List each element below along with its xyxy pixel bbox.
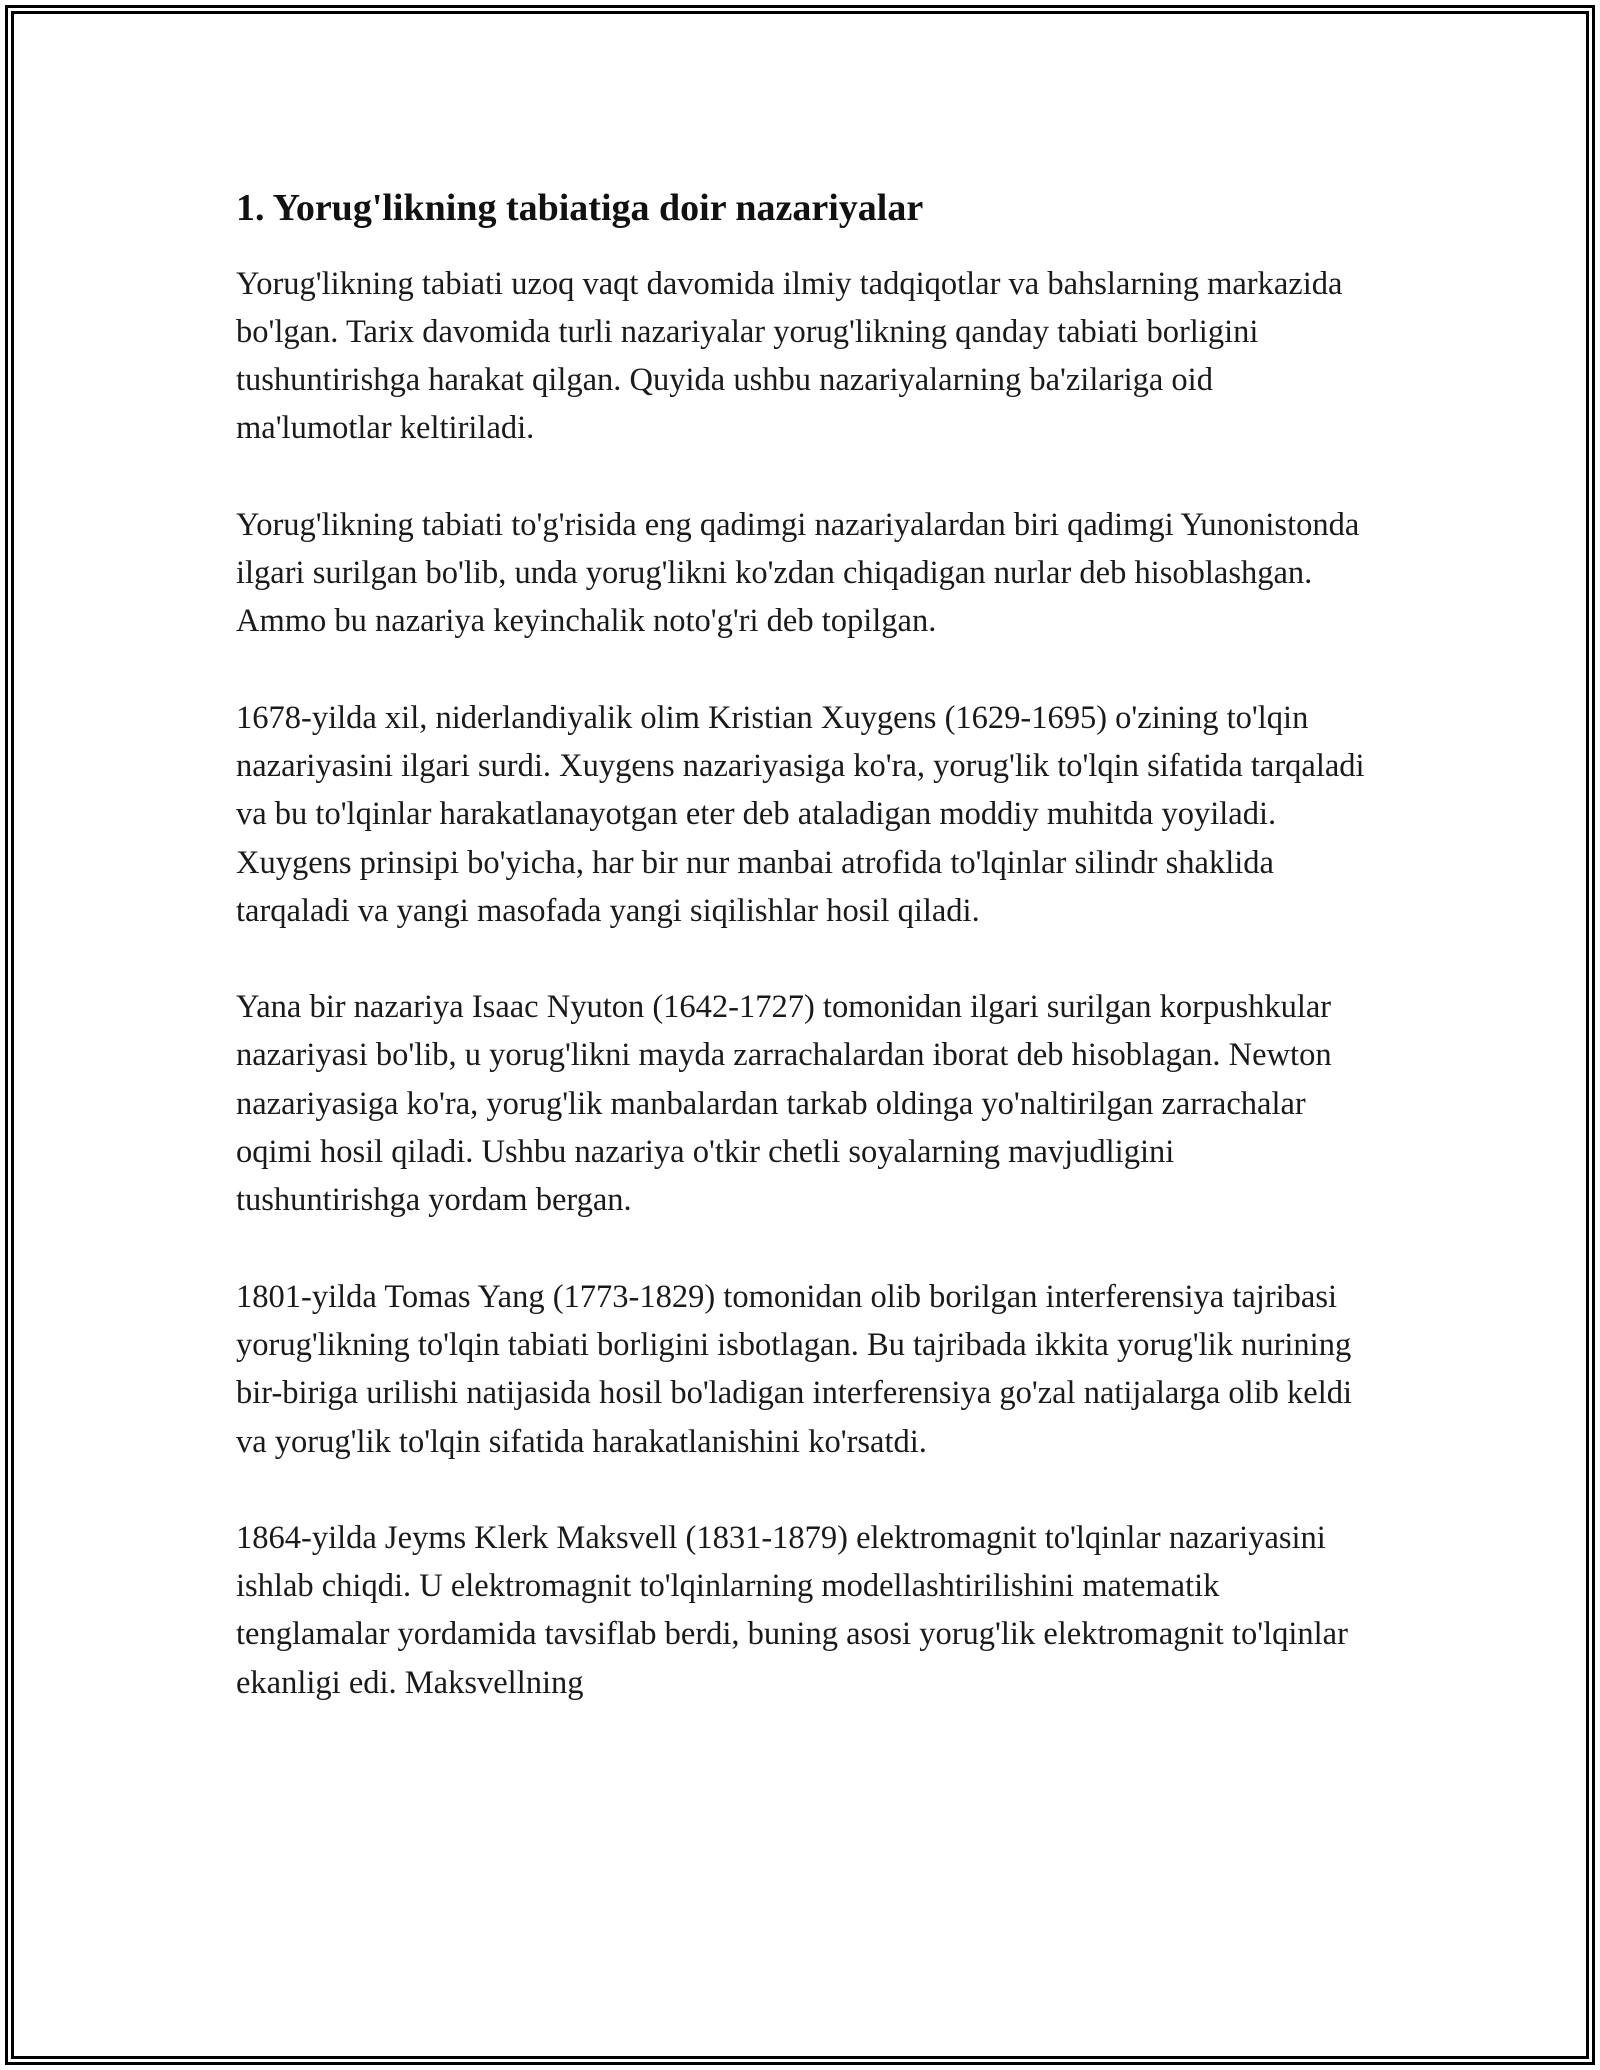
paragraph-huygens: 1678-yilda xil, niderlandiyalik olim Kristian Xuygens (1629-1695) o'zining to'lqin nazariyasini ilgari surdi. Xuygens nazariyasiga ko'ra, yorug'lik to'lqin sifatida tarqaladi va bu to'lqinlar harakatlanayotgan eter deb ataladigan moddiy muhitda yoyiladi. Xuygens prinsipi bo'yicha, har bir nur manbai atrofida to'lqinlar silindr shaklida tarqaladi va yangi masofada yangi siqilishlar hosil qiladi.: [236, 699, 1365, 929]
paragraph-intro: Yorug'likning tabiati uzoq vaqt davomida ilmiy tadqiqotlar va bahslarning markazida bo'lgan. Tarix davomida turli nazariyalar yorug'likning qanday tabiati borligini tushuntirishga harakat qilgan. Quyida ushbu nazariyalarning ba'zilariga oid ma'lumotlar keltiriladi.: [236, 265, 1343, 447]
section-heading: 1. Yorug'likning tabiatiga doir nazariyalar: [236, 187, 924, 229]
paragraph-maxwell: 1864-yilda Jeyms Klerk Maksvell (1831-1879) elektromagnit to'lqinlar nazariyasini ishlab chiqdi. U elektromagnit to'lqinlarning modellashtirilishini matematik tenglamalar yordamida tavsiflab berdi, buning asosi yorug'lik elektromagnit to'lqinlar ekanligi edi. Maksvellning: [236, 1519, 1348, 1701]
paragraph-ancient-greece: Yorug'likning tabiati to'g'risida eng qadimgi nazariyalardan biri qadimgi Yunonistonda ilgari surilgan bo'lib, unda yorug'likni ko'zdan chiqadigan nurlar deb hisoblashgan. Ammo bu nazariya keyinchalik noto'g'ri deb topilgan.: [236, 506, 1360, 640]
paragraph-young: 1801-yilda Tomas Yang (1773-1829) tomonidan olib borilgan interferensiya tajribasi yorug'likning to'lqin tabiati borligini isbotlagan. Bu tajribada ikkita yorug'lik nurining bir-biriga urilishi natijasida hosil bo'ladigan interferensiya go'zal natijalarga olib keldi va yorug'lik to'lqin sifatida harakatlanishini ko'rsatdi.: [236, 1278, 1353, 1460]
document-body: [236, 186, 1366, 1755]
paragraph-newton: Yana bir nazariya Isaac Nyuton (1642-1727) tomonidan ilgari surilgan korpushkular nazariyasi bo'lib, u yorug'likni mayda zarrachalardan iborat deb hisoblagan. Newton nazariyasiga ko'ra, yorug'lik manbalardan tarkab oldinga yo'naltirilgan zarrachalar oqimi hosil qiladi. Ushbu nazariya o'tkir chetli soyalarning mavjudligini tushuntirishga yordam bergan.: [236, 989, 1332, 1219]
